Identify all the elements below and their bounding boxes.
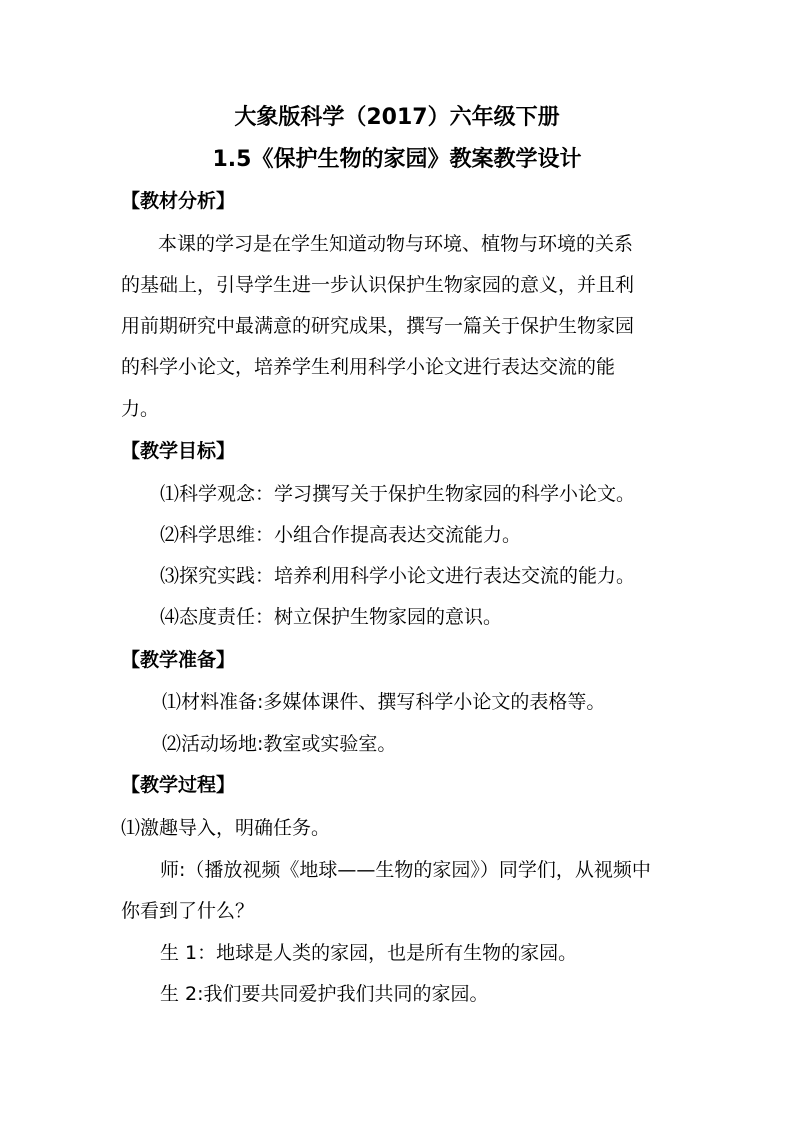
list-item: ⑴科学观念：学习撰写关于保护生物家园的科学小论文。 — [160, 483, 636, 505]
section-heading-goals: 【教学目标】 — [121, 440, 236, 462]
paragraph-line: 生 1：地球是人类的家园，也是所有生物的家园。 — [160, 942, 578, 964]
paragraph-line: 力。 — [121, 398, 160, 420]
paragraph-line: 你看到了什么？ — [121, 900, 255, 922]
paragraph-line: 生 2:我们要共同爱护我们共同的家园。 — [160, 983, 489, 1005]
paragraph-line: 师:（播放视频《地球——生物的家园》）同学们，从视频中 — [160, 859, 651, 881]
paragraph-line: 用前期研究中最满意的研究成果，撰写一篇关于保护生物家园 — [121, 315, 635, 337]
list-item: ⑶探究实践：培养利用科学小论文进行表达交流的能力。 — [160, 565, 636, 587]
paragraph-line: 的科学小论文，培养学生利用科学小论文进行表达交流的能 — [121, 356, 616, 378]
paragraph-line: 本课的学习是在学生知道动物与环境、植物与环境的关系 — [158, 233, 634, 255]
document-title: 大象版科学（2017）六年级下册 — [234, 105, 560, 130]
section-heading-analysis: 【教材分析】 — [121, 190, 236, 212]
list-item: ⑵活动场地:教室或实验室。 — [162, 733, 397, 755]
paragraph-line: ⑴激趣导入，明确任务。 — [121, 817, 331, 839]
paragraph-line: 的基础上，引导学生进一步认识保护生物家园的意义，并且利 — [121, 274, 635, 296]
section-heading-prep: 【教学准备】 — [121, 649, 236, 671]
section-heading-process: 【教学过程】 — [121, 774, 236, 796]
list-item: ⑷态度责任：树立保护生物家园的意识。 — [160, 606, 503, 628]
document-subtitle: 1.5《保护生物的家园》教案教学设计 — [212, 147, 582, 172]
list-item: ⑴材料准备:多媒体课件、撰写科学小论文的表格等。 — [162, 691, 606, 713]
list-item: ⑵科学思维：小组合作提高表达交流能力。 — [160, 524, 522, 546]
